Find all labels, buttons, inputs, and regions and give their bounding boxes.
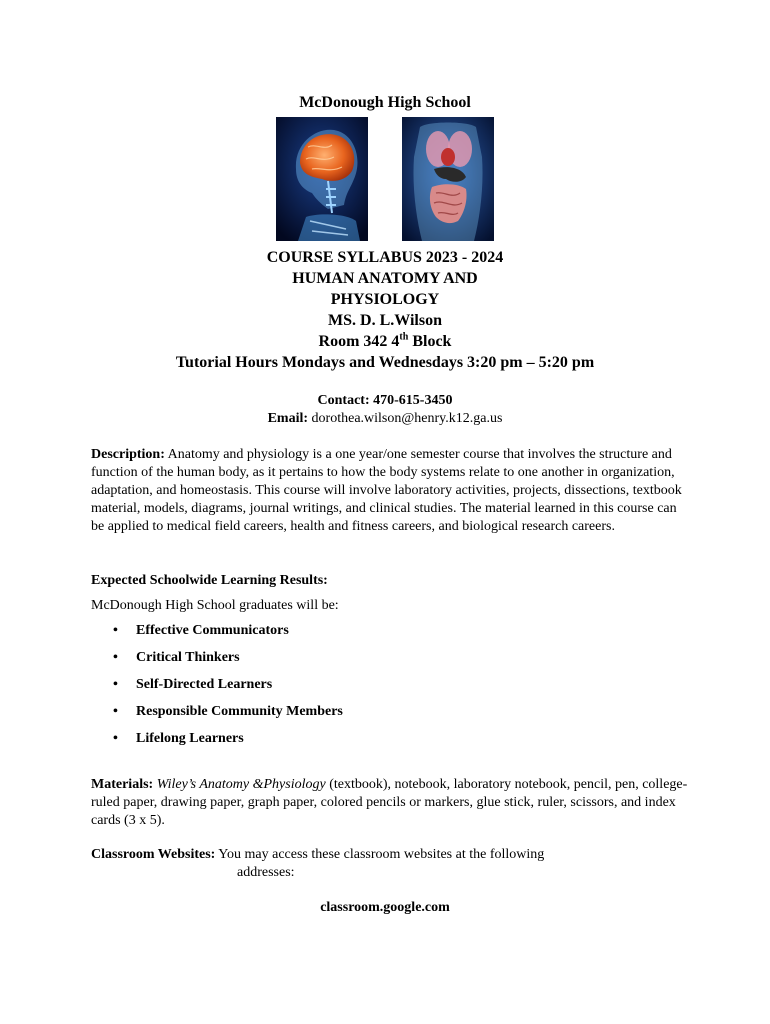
materials-label: Materials: [91,777,154,792]
bullet-icon: • [113,731,118,746]
course-syllabus-title: COURSE SYLLABUS 2023 - 2024 [266,249,504,266]
eslr-heading: Expected Schoolwide Learning Results: [91,573,328,588]
google-classroom-link[interactable]: classroom.google.com [320,900,450,915]
textbook-title: Wiley’s Anatomy &Physiology [153,777,326,792]
contact-block [0,392,770,428]
tutorial-hours: Tutorial Hours Mondays and Wednesdays 3:20 pm – 5:20 pm [175,354,595,371]
description-label: Description: [91,447,165,462]
bullet-icon: • [113,623,118,638]
materials-paragraph: Materials: Wiley’s Anatomy &Physiology (textbook), notebook, laboratory notebook, pencil, pen, college-ruled paper, drawing paper, graph paper, colored pencils or markers, glue stick, ruler, scissors, and index cards (3 x 5). [91,777,688,828]
teacher-name: MS. D. L.Wilson [328,312,442,329]
school-name: McDonough High School [299,94,471,111]
room-block: Room 342 4th Block [318,331,452,350]
bullet-icon: • [113,704,118,719]
list-item: • Critical Thinkers [113,650,240,665]
course-name-line2: PHYSIOLOGY [330,291,440,308]
email-address[interactable]: dorothea.wilson@henry.k12.ga.us [308,411,503,426]
websites-paragraph: Classroom Websites: You may access these classroom websites at the following addresses: [91,847,545,880]
eslr-intro: McDonough High School graduates will be: [91,598,339,613]
list-item: • Effective Communicators [113,623,289,638]
bullet-icon: • [113,650,118,665]
websites-label: Classroom Websites: [91,847,216,862]
course-name-line1: HUMAN ANATOMY AND [292,270,478,287]
description-paragraph: Description: Anatomy and physiology is a one year/one semester course that involves the structure and function of the human body, as it pertains to how the body systems relate to one another in organization, adaptation, and homeostasis. This course will involve laboratory activities, projects, dissections, textbook material, models, diagrams, journal writings, and clinical studies. The material learned in this course can be applied to medical field careers, health and fitness careers, and biological research careers. [91,447,682,534]
eslr-list [91,622,343,757]
head-brain-anatomy-image [276,117,368,241]
course-title-block [0,247,770,373]
list-item: • Responsible Community Members [113,704,343,719]
torso-organs-anatomy-image [402,117,494,241]
list-item: • Lifelong Learners [113,731,244,746]
contact-email: Email: dorothea.wilson@henry.k12.ga.us [267,411,503,426]
contact-phone: Contact: 470-615-3450 [317,393,453,408]
list-item: • Self-Directed Learners [113,677,273,692]
bullet-icon: • [113,677,118,692]
